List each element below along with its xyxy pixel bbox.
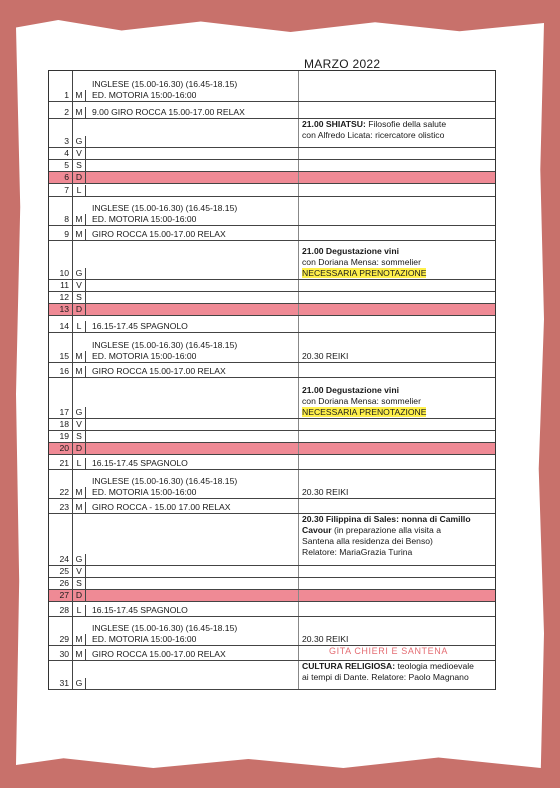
weekday-letter: L xyxy=(73,458,86,469)
day-row xyxy=(49,226,495,241)
day-number: 30 xyxy=(49,646,73,660)
evening-events xyxy=(299,431,495,442)
event-line xyxy=(302,351,495,362)
evening-events xyxy=(299,514,495,565)
event-text: 20.30 REIKI xyxy=(302,351,349,361)
evening-events xyxy=(299,316,495,332)
day-row xyxy=(49,304,495,316)
day-row xyxy=(49,566,495,578)
event-line xyxy=(302,396,495,407)
evening-events xyxy=(299,455,495,469)
event-text: Filosofie della salute xyxy=(365,119,447,129)
afternoon-activities xyxy=(86,646,299,660)
day-number: 2 xyxy=(49,102,73,118)
event-text: 21.00 Degustazione vini xyxy=(302,246,399,256)
day-row xyxy=(49,590,495,602)
evening-events xyxy=(299,661,495,689)
evening-events xyxy=(299,590,495,601)
afternoon-activities xyxy=(86,566,299,577)
afternoon-activities xyxy=(86,226,299,240)
day-row xyxy=(49,578,495,590)
day-number: 26 xyxy=(49,578,73,589)
day-row xyxy=(49,378,495,419)
day-row xyxy=(49,499,495,514)
afternoon-activities xyxy=(86,514,299,565)
page-title: MARZO 2022 xyxy=(304,57,381,71)
day-row xyxy=(49,160,495,172)
event-text: ai tempi di Dante. Relatore: Paolo Magnano xyxy=(302,672,469,682)
weekday-letter: M xyxy=(73,502,86,513)
day-number: 24 xyxy=(49,514,73,565)
afternoon-activities xyxy=(86,363,299,377)
activity-line: GIRO ROCCA - 15.00 17.00 RELAX xyxy=(92,502,231,512)
event-text: (in preparazione alla visita a xyxy=(331,525,441,535)
event-line xyxy=(302,268,495,279)
weekday-letter: M xyxy=(73,107,86,118)
day-row xyxy=(49,514,495,566)
event-line xyxy=(302,514,495,525)
day-number: 6 xyxy=(49,172,73,183)
evening-events xyxy=(299,197,495,225)
evening-events xyxy=(299,241,495,279)
day-row xyxy=(49,470,495,499)
afternoon-activities xyxy=(86,590,299,601)
day-number: 29 xyxy=(49,617,73,645)
weekday-letter: M xyxy=(73,649,86,660)
afternoon-activities xyxy=(86,443,299,454)
afternoon-activities xyxy=(86,470,299,498)
activity-line: INGLESE (15.00-16.30) (16.45-18.15) xyxy=(92,203,238,213)
event-line xyxy=(302,407,495,418)
evening-events xyxy=(299,419,495,430)
event-line xyxy=(302,385,495,396)
event-text: 20.30 REIKI xyxy=(302,487,349,497)
evening-events xyxy=(299,184,495,196)
weekday-letter: G xyxy=(73,407,86,418)
afternoon-activities xyxy=(86,499,299,513)
evening-events xyxy=(299,470,495,498)
evening-events xyxy=(299,71,495,101)
afternoon-activities xyxy=(86,172,299,183)
event-text: con Alfredo Licata: ricercatore olistico xyxy=(302,130,445,140)
activity-line: ED. MOTORIA 15:00-16:00 xyxy=(92,214,197,224)
event-text: con Doriana Mensa: sommelier xyxy=(302,396,421,406)
event-text: 20.30 REIKI xyxy=(302,634,349,644)
reservation-notice: NECESSARIA PRENOTAZIONE xyxy=(302,268,427,278)
day-row xyxy=(49,419,495,431)
day-row xyxy=(49,443,495,455)
event-text: Santena alla residenza dei Benso) xyxy=(302,536,433,546)
event-line xyxy=(302,672,495,683)
afternoon-activities xyxy=(86,378,299,418)
day-number: 8 xyxy=(49,197,73,225)
day-number: 18 xyxy=(49,419,73,430)
evening-events xyxy=(299,148,495,159)
evening-events xyxy=(299,280,495,291)
weekday-letter: M xyxy=(73,90,86,101)
evening-events xyxy=(299,378,495,418)
weekday-letter: D xyxy=(73,172,86,183)
weekday-letter: D xyxy=(73,590,86,601)
day-row xyxy=(49,617,495,646)
afternoon-activities xyxy=(86,148,299,159)
evening-events xyxy=(299,602,495,616)
day-number: 15 xyxy=(49,333,73,362)
afternoon-activities xyxy=(86,280,299,291)
event-line xyxy=(302,547,495,558)
activity-line: INGLESE (15.00-16.30) (16.45-18.15) xyxy=(92,476,238,486)
evening-events xyxy=(299,292,495,303)
weekday-letter: V xyxy=(73,419,86,430)
day-number: 22 xyxy=(49,470,73,498)
day-number: 13 xyxy=(49,304,73,315)
weekday-letter: L xyxy=(73,605,86,616)
weekday-letter: G xyxy=(73,678,86,689)
day-row xyxy=(49,661,495,690)
activity-line: ED. MOTORIA 15:00-16:00 xyxy=(92,351,197,361)
day-row xyxy=(49,431,495,443)
afternoon-activities xyxy=(86,241,299,279)
weekday-letter: G xyxy=(73,268,86,279)
day-row xyxy=(49,602,495,617)
event-line xyxy=(302,246,495,257)
event-line xyxy=(302,661,495,672)
day-number: 7 xyxy=(49,184,73,196)
afternoon-activities xyxy=(86,71,299,101)
evening-events xyxy=(299,102,495,118)
day-row xyxy=(49,119,495,148)
calendar-table xyxy=(48,70,496,690)
day-row xyxy=(49,292,495,304)
day-row xyxy=(49,363,495,378)
day-row xyxy=(49,280,495,292)
weekday-letter: S xyxy=(73,292,86,303)
evening-events xyxy=(299,363,495,377)
weekday-letter: M xyxy=(73,366,86,377)
day-row xyxy=(49,102,495,119)
event-text: con Doriana Mensa: sommelier xyxy=(302,257,421,267)
afternoon-activities xyxy=(86,102,299,118)
afternoon-activities xyxy=(86,617,299,645)
activity-line: ED. MOTORIA 15:00-16:00 xyxy=(92,634,197,644)
day-number: 5 xyxy=(49,160,73,171)
day-number: 28 xyxy=(49,602,73,616)
day-number: 21 xyxy=(49,455,73,469)
day-row xyxy=(49,71,495,102)
evening-events xyxy=(299,617,495,645)
day-number: 19 xyxy=(49,431,73,442)
day-number: 27 xyxy=(49,590,73,601)
weekday-letter: M xyxy=(73,634,86,645)
weekday-letter: M xyxy=(73,214,86,225)
evening-events xyxy=(299,160,495,171)
day-number: 20 xyxy=(49,443,73,454)
weekday-letter: V xyxy=(73,148,86,159)
day-number: 31 xyxy=(49,661,73,689)
evening-events xyxy=(299,333,495,362)
event-text: Relatore: MariaGrazia Turina xyxy=(302,547,413,557)
activity-line: GIRO ROCCA 15.00-17.00 RELAX xyxy=(92,649,226,659)
weekday-letter: S xyxy=(73,578,86,589)
evening-events xyxy=(299,226,495,240)
day-number: 17 xyxy=(49,378,73,418)
day-row xyxy=(49,148,495,160)
event-line xyxy=(302,119,495,130)
weekday-letter: S xyxy=(73,160,86,171)
day-row xyxy=(49,333,495,363)
day-number: 10 xyxy=(49,241,73,279)
event-text: 20.30 Filippina di Sales: nonna di Camillo xyxy=(302,514,471,524)
afternoon-activities xyxy=(86,304,299,315)
activity-line: INGLESE (15.00-16.30) (16.45-18.15) xyxy=(92,340,238,350)
trip-note: GITA CHIERI E SANTENA xyxy=(329,646,448,656)
weekday-letter: L xyxy=(73,321,86,332)
afternoon-activities xyxy=(86,292,299,303)
activity-line: INGLESE (15.00-16.30) (16.45-18.15) xyxy=(92,79,238,89)
afternoon-activities xyxy=(86,578,299,589)
weekday-letter: V xyxy=(73,280,86,291)
evening-events xyxy=(299,119,495,147)
event-text: 21.00 Degustazione vini xyxy=(302,385,399,395)
activity-line: 16.15-17.45 SPAGNOLO xyxy=(92,605,188,615)
activity-line: GIRO ROCCA 15.00-17.00 RELAX xyxy=(92,229,226,239)
day-row xyxy=(49,184,495,197)
afternoon-activities xyxy=(86,316,299,332)
day-number: 16 xyxy=(49,363,73,377)
day-row xyxy=(49,197,495,226)
afternoon-activities xyxy=(86,431,299,442)
activity-line: 9.00 GIRO ROCCA 15.00-17.00 RELAX xyxy=(92,107,245,117)
day-number: 14 xyxy=(49,316,73,332)
day-number: 9 xyxy=(49,226,73,240)
evening-events xyxy=(299,499,495,513)
activity-line: GIRO ROCCA 15.00-17.00 RELAX xyxy=(92,366,226,376)
day-number: 11 xyxy=(49,280,73,291)
reservation-notice: NECESSARIA PRENOTAZIONE xyxy=(302,407,427,417)
weekday-letter: L xyxy=(73,185,86,196)
day-row xyxy=(49,646,495,661)
afternoon-activities xyxy=(86,197,299,225)
weekday-letter: G xyxy=(73,136,86,147)
evening-events xyxy=(299,443,495,454)
day-number: 12 xyxy=(49,292,73,303)
afternoon-activities xyxy=(86,419,299,430)
activity-line: 16.15-17.45 SPAGNOLO xyxy=(92,321,188,331)
evening-events xyxy=(299,304,495,315)
day-row xyxy=(49,455,495,470)
event-text: Cavour xyxy=(302,525,332,535)
weekday-letter: V xyxy=(73,566,86,577)
activity-line: ED. MOTORIA 15:00-16:00 xyxy=(92,90,197,100)
event-line xyxy=(302,536,495,547)
evening-events xyxy=(299,172,495,183)
day-row xyxy=(49,316,495,333)
weekday-letter: S xyxy=(73,431,86,442)
afternoon-activities xyxy=(86,661,299,689)
event-text: teologia medioevale xyxy=(395,661,474,671)
day-number: 4 xyxy=(49,148,73,159)
event-text: 21.00 SHIATSU: xyxy=(302,119,366,129)
event-line xyxy=(302,130,495,141)
activity-line: INGLESE (15.00-16.30) (16.45-18.15) xyxy=(92,623,238,633)
day-number: 23 xyxy=(49,499,73,513)
day-number: 1 xyxy=(49,71,73,101)
event-line xyxy=(302,525,495,536)
activity-line: 16.15-17.45 SPAGNOLO xyxy=(92,458,188,468)
afternoon-activities xyxy=(86,455,299,469)
afternoon-activities xyxy=(86,184,299,196)
evening-events xyxy=(299,578,495,589)
weekday-letter: M xyxy=(73,351,86,362)
event-line xyxy=(302,634,495,645)
afternoon-activities xyxy=(86,119,299,147)
weekday-letter: G xyxy=(73,554,86,565)
weekday-letter: M xyxy=(73,229,86,240)
afternoon-activities xyxy=(86,602,299,616)
event-text: CULTURA RELIGIOSA: xyxy=(302,661,396,671)
event-line xyxy=(302,487,495,498)
evening-events xyxy=(299,566,495,577)
weekday-letter: M xyxy=(73,487,86,498)
activity-line: ED. MOTORIA 15:00-16:00 xyxy=(92,487,197,497)
afternoon-activities xyxy=(86,160,299,171)
day-row xyxy=(49,172,495,184)
afternoon-activities xyxy=(86,333,299,362)
day-row xyxy=(49,241,495,280)
weekday-letter: D xyxy=(73,304,86,315)
day-number: 3 xyxy=(49,119,73,147)
weekday-letter: D xyxy=(73,443,86,454)
day-number: 25 xyxy=(49,566,73,577)
event-line xyxy=(302,257,495,268)
